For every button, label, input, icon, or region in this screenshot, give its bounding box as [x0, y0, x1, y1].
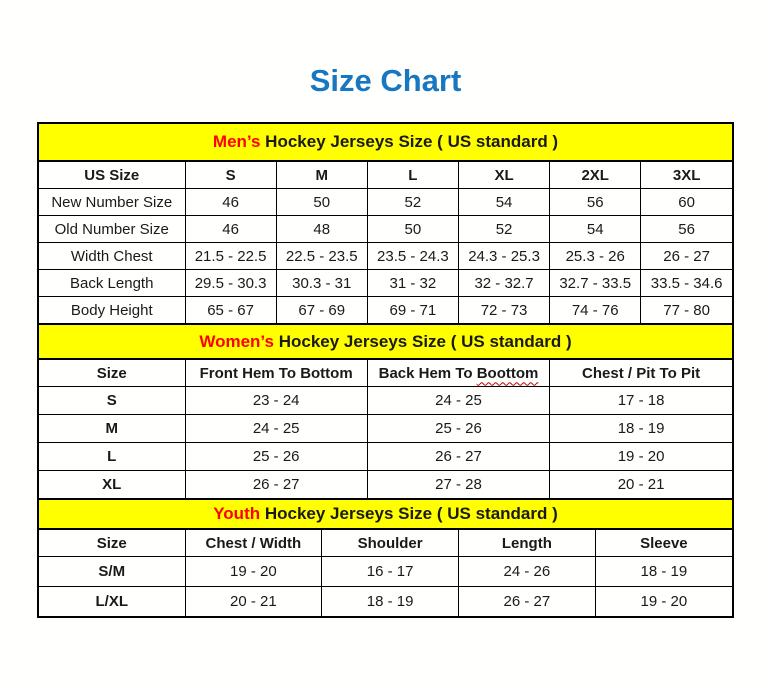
womens-row-label: S	[39, 387, 185, 415]
womens-column-header: Front Hem To Bottom	[185, 360, 367, 387]
youth-banner-highlight: Youth	[213, 504, 261, 523]
mens-size-value-cell: 67 - 69	[276, 297, 367, 324]
womens-column-header: Back Hem To Boottom	[367, 360, 549, 387]
mens-size-value-cell: 26 - 27	[641, 243, 732, 270]
mens-size-value-cell: 56	[641, 216, 732, 243]
mens-size-value-cell: 32.7 - 33.5	[550, 270, 641, 297]
youth-table	[39, 530, 732, 616]
mens-size-value-cell: 56	[550, 189, 641, 216]
youth-section	[39, 498, 732, 616]
womens-row-label: M	[39, 415, 185, 443]
mens-table-row	[39, 297, 732, 324]
womens-table-row	[39, 387, 732, 415]
mens-size-value-cell: 30.3 - 31	[276, 270, 367, 297]
mens-size-value-cell: 77 - 80	[641, 297, 732, 324]
youth-column-header: Chest / Width	[185, 530, 322, 557]
youth-size-value-cell: 24 - 26	[459, 557, 596, 587]
mens-size-value-cell: 65 - 67	[185, 297, 276, 324]
mens-size-value-cell: 48	[276, 216, 367, 243]
mens-row-label: Back Length	[39, 270, 185, 297]
womens-size-value-cell: 26 - 27	[185, 471, 367, 499]
mens-table-row	[39, 189, 732, 216]
womens-size-value-cell: 25 - 26	[185, 443, 367, 471]
mens-column-header: US Size	[39, 162, 185, 189]
mens-banner-text: Hockey Jerseys Size ( US standard )	[260, 132, 559, 151]
womens-section	[39, 323, 732, 498]
womens-header-row	[39, 360, 732, 387]
youth-size-value-cell: 18 - 19	[322, 587, 459, 617]
mens-row-label: Body Height	[39, 297, 185, 324]
mens-size-value-cell: 32 - 32.7	[458, 270, 549, 297]
womens-size-value-cell: 27 - 28	[367, 471, 549, 499]
mens-size-value-cell: 72 - 73	[458, 297, 549, 324]
youth-row-label: S/M	[39, 557, 185, 587]
mens-size-value-cell: 69 - 71	[367, 297, 458, 324]
youth-size-value-cell: 18 - 19	[595, 557, 732, 587]
youth-size-value-cell: 20 - 21	[185, 587, 322, 617]
mens-size-value-cell: 31 - 32	[367, 270, 458, 297]
youth-table-row	[39, 587, 732, 617]
womens-size-value-cell: 24 - 25	[367, 387, 549, 415]
mens-size-value-cell: 25.3 - 26	[550, 243, 641, 270]
womens-row-label: XL	[39, 471, 185, 499]
youth-column-header: Size	[39, 530, 185, 557]
mens-column-header: XL	[458, 162, 549, 189]
youth-size-value-cell: 26 - 27	[459, 587, 596, 617]
womens-row-label: L	[39, 443, 185, 471]
mens-size-value-cell: 22.5 - 23.5	[276, 243, 367, 270]
womens-table-row	[39, 443, 732, 471]
mens-column-header: L	[367, 162, 458, 189]
mens-size-value-cell: 33.5 - 34.6	[641, 270, 732, 297]
mens-size-value-cell: 50	[276, 189, 367, 216]
youth-column-header: Length	[459, 530, 596, 557]
womens-table-row	[39, 415, 732, 443]
womens-size-value-cell: 20 - 21	[550, 471, 732, 499]
mens-header-row	[39, 162, 732, 189]
youth-size-value-cell: 16 - 17	[322, 557, 459, 587]
womens-size-value-cell: 25 - 26	[367, 415, 549, 443]
womens-table-row	[39, 471, 732, 499]
youth-size-value-cell: 19 - 20	[595, 587, 732, 617]
womens-misspelled-word: Boottom	[476, 364, 539, 382]
womens-table	[39, 360, 732, 498]
youth-size-value-cell: 19 - 20	[185, 557, 322, 587]
womens-banner-text: Hockey Jerseys Size ( US standard )	[273, 332, 572, 351]
mens-table-row	[39, 270, 732, 297]
mens-size-value-cell: 74 - 76	[550, 297, 641, 324]
mens-table	[39, 162, 732, 323]
mens-table-row	[39, 243, 732, 270]
mens-banner	[39, 124, 732, 162]
size-chart-box	[37, 122, 734, 618]
mens-size-value-cell: 52	[367, 189, 458, 216]
mens-size-value-cell: 46	[185, 189, 276, 216]
womens-size-value-cell: 24 - 25	[185, 415, 367, 443]
page-title: Size Chart	[309, 63, 462, 98]
youth-row-label: L/XL	[39, 587, 185, 617]
youth-banner-text: Hockey Jerseys Size ( US standard )	[260, 504, 558, 523]
womens-column-header: Size	[39, 360, 185, 387]
womens-banner	[39, 323, 732, 360]
mens-size-value-cell: 52	[458, 216, 549, 243]
mens-table-row	[39, 216, 732, 243]
womens-size-value-cell: 23 - 24	[185, 387, 367, 415]
mens-column-header: M	[276, 162, 367, 189]
mens-size-value-cell: 60	[641, 189, 732, 216]
mens-section	[39, 124, 732, 323]
mens-column-header: S	[185, 162, 276, 189]
mens-size-value-cell: 46	[185, 216, 276, 243]
youth-column-header: Shoulder	[322, 530, 459, 557]
mens-size-value-cell: 29.5 - 30.3	[185, 270, 276, 297]
womens-banner-highlight: Women’s	[199, 332, 274, 351]
mens-column-header: 3XL	[641, 162, 732, 189]
mens-size-value-cell: 54	[458, 189, 549, 216]
womens-size-value-cell: 17 - 18	[550, 387, 732, 415]
youth-table-row	[39, 557, 732, 587]
mens-size-value-cell: 54	[550, 216, 641, 243]
mens-size-value-cell: 21.5 - 22.5	[185, 243, 276, 270]
womens-size-value-cell: 18 - 19	[550, 415, 732, 443]
mens-size-value-cell: 50	[367, 216, 458, 243]
mens-row-label: Width Chest	[39, 243, 185, 270]
mens-column-header: 2XL	[550, 162, 641, 189]
womens-size-value-cell: 19 - 20	[550, 443, 732, 471]
youth-header-row	[39, 530, 732, 557]
mens-size-value-cell: 23.5 - 24.3	[367, 243, 458, 270]
mens-row-label: New Number Size	[39, 189, 185, 216]
mens-size-value-cell: 24.3 - 25.3	[458, 243, 549, 270]
mens-row-label: Old Number Size	[39, 216, 185, 243]
youth-column-header: Sleeve	[595, 530, 732, 557]
mens-banner-highlight: Men’s	[212, 132, 261, 151]
womens-column-header: Chest / Pit To Pit	[550, 360, 732, 387]
womens-size-value-cell: 26 - 27	[367, 443, 549, 471]
youth-banner	[39, 498, 732, 530]
